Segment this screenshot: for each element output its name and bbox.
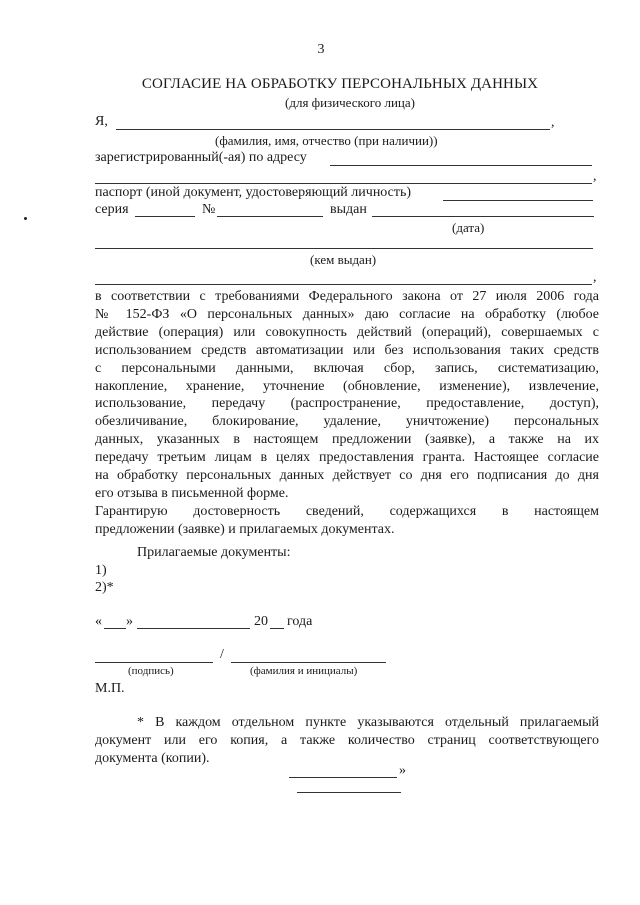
issued-by-comma: ,: [593, 270, 597, 285]
consent-line: данных, указанных в настоящем предложении (заявке), а также на их: [95, 432, 599, 448]
page-number: 3: [317, 42, 325, 57]
consent-line: использованием средств автоматизации или без использования таких средств: [95, 342, 599, 358]
series-line[interactable]: [135, 216, 195, 217]
number-label: №: [202, 202, 216, 217]
address-comma: ,: [593, 169, 597, 184]
number-line[interactable]: [217, 216, 323, 217]
issued-by-line[interactable]: [95, 248, 593, 249]
consent-line: в соответствии с требованиями Федерального закона от 27 июля 2006 года: [95, 289, 599, 304]
closing-line-1: [289, 777, 397, 778]
consent-line: на обработку персональных данных действует со дня его подписания до дня: [95, 468, 599, 484]
attachment-item-1: 1): [95, 563, 107, 578]
fio-comma: ,: [551, 115, 555, 130]
consent-line: накопление, хранение, уточнение (обновление, изменение), извлечение,: [95, 378, 599, 394]
attachments-heading: Прилагаемые документы:: [137, 545, 291, 560]
consent-line: использование, передачу (распространение, предоставление, доступ),: [95, 396, 599, 412]
consent-line: обезличивание, блокирование, удаление, уничтожение) персональных: [95, 414, 599, 430]
date-caption: (дата): [452, 220, 485, 235]
closing-line-2: [297, 792, 401, 793]
series-label: серия: [95, 202, 129, 217]
fio-line[interactable]: [116, 129, 550, 130]
year-line[interactable]: [270, 628, 284, 629]
issued-date-line[interactable]: [372, 216, 594, 217]
passport-line[interactable]: [443, 200, 593, 201]
footnote-line: * В каждом отдельном пункте указываются отдельный прилагаемый: [137, 715, 599, 730]
ya-label: Я,: [95, 114, 108, 129]
guarantee-line: предложении (заявке) и прилагаемых документах.: [95, 521, 395, 537]
day-line[interactable]: [104, 628, 126, 629]
fio-caption: (фамилия, имя, отчество (при наличии)): [215, 133, 438, 148]
footnote-line: документа (копии).: [95, 750, 210, 766]
consent-line: с персональными данными, включая сбор, запись, систематизацию,: [95, 360, 599, 376]
footnote-paragraph: [95, 714, 599, 768]
issued-by-line-2[interactable]: [95, 284, 592, 285]
closing-quote: »: [399, 763, 406, 778]
footnote-line: документ или его копия, а также количество страниц соответствующего: [95, 732, 599, 748]
guarantee-paragraph: [95, 503, 599, 539]
document-title: СОГЛАСИЕ НА ОБРАБОТКУ ПЕРСОНАЛЬНЫХ ДАННЫХ: [141, 76, 539, 92]
consent-line: его отзыва в письменной форме.: [95, 485, 289, 501]
month-line[interactable]: [137, 628, 250, 629]
signature-line[interactable]: [95, 662, 213, 663]
signature-slash: /: [220, 647, 224, 662]
consent-paragraph: [95, 288, 599, 503]
passport-label: паспорт (иной документ, удостоверяющий личность): [95, 185, 412, 200]
attachment-item-2: 2)*: [95, 580, 114, 595]
issued-by-caption: (кем выдан): [310, 252, 377, 267]
name-caption: (фамилия и инициалы): [250, 665, 358, 677]
issued-label: выдан: [330, 202, 367, 217]
name-line[interactable]: [231, 662, 386, 663]
year-suffix: года: [287, 614, 313, 629]
stamp-label: М.П.: [95, 681, 125, 696]
year-prefix: 20: [254, 614, 268, 629]
date-close-quote: »: [126, 614, 133, 629]
consent-line: № 152-ФЗ «О персональных данных» даю согласие на обработку (любое: [95, 306, 599, 322]
address-line-2[interactable]: [95, 183, 592, 184]
address-line-1[interactable]: [330, 165, 592, 166]
date-open-quote: «: [95, 614, 102, 629]
document-subtitle: (для физического лица): [285, 95, 415, 110]
scan-speck: [24, 217, 27, 220]
consent-line: действие (операция) или совокупность действий (операций), совершаемых с: [95, 324, 599, 340]
signature-caption: (подпись): [128, 665, 174, 677]
registered-label: зарегистрированный(-ая) по адресу: [95, 150, 307, 165]
consent-line: передачу третьим лицам в целях предоставления гранта. Настоящее согласие: [95, 450, 599, 466]
guarantee-line: Гарантирую достоверность сведений, содержащихся в настоящем: [95, 504, 599, 519]
